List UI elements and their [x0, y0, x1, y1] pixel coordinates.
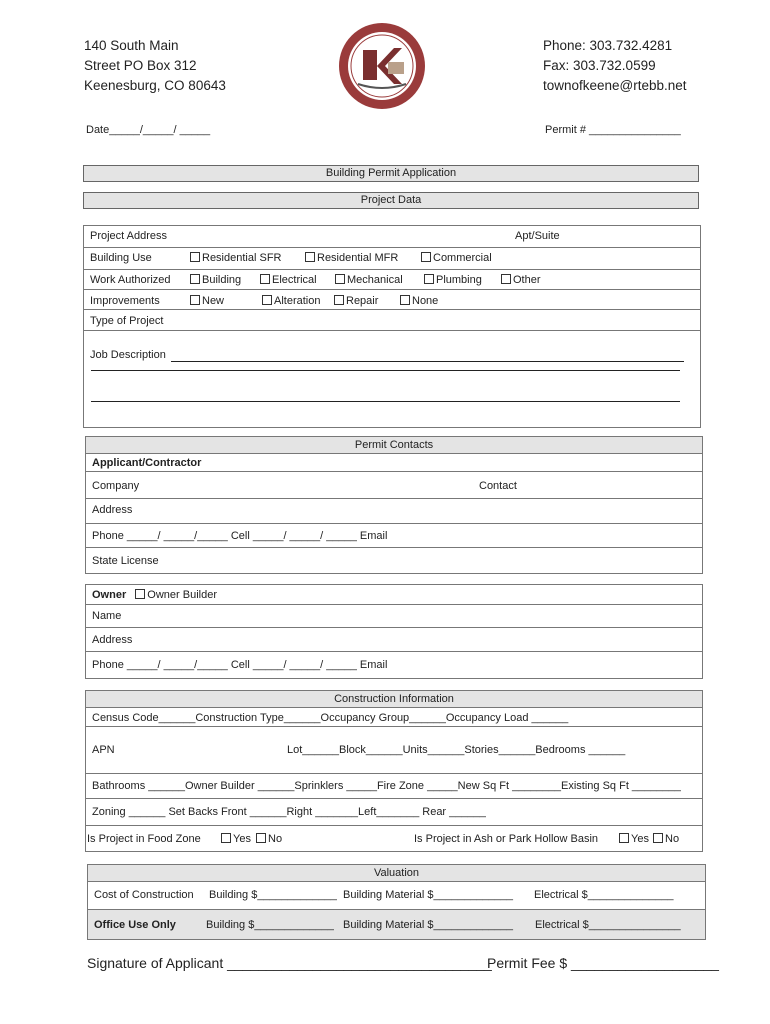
construction-bar: Construction Information	[86, 691, 702, 708]
checkbox-new[interactable]: New	[190, 295, 224, 307]
electrical-value-field[interactable]: Electrical $______________	[534, 889, 674, 901]
town-address	[84, 36, 226, 96]
address-line-3: Keenesburg, CO 80643	[84, 78, 226, 93]
checkbox-ash-basin-no[interactable]: No	[653, 833, 679, 845]
checkbox-icon	[190, 274, 200, 284]
job-description-line-1[interactable]	[171, 361, 684, 362]
checkbox-icon	[135, 589, 145, 599]
office-electrical-field[interactable]: Electrical $_______________	[535, 919, 681, 931]
improvements-label: Improvements	[90, 295, 160, 307]
checkbox-repair[interactable]: Repair	[334, 295, 378, 307]
contact-label[interactable]: Contact	[479, 480, 517, 492]
checkbox-electrical[interactable]: Electrical	[260, 274, 317, 286]
state-license-label[interactable]: State License	[92, 555, 159, 567]
job-description-line-2[interactable]	[91, 370, 680, 371]
fax-number: Fax: 303.732.0599	[543, 58, 656, 73]
address-line-1: 140 South Main	[84, 38, 179, 53]
checkbox-commercial[interactable]: Commercial	[421, 252, 492, 264]
checkbox-food-zone-yes[interactable]: Yes	[221, 833, 251, 845]
office-building-field[interactable]: Building $_____________	[206, 919, 334, 931]
checkbox-icon	[305, 252, 315, 262]
checkbox-icon	[421, 252, 431, 262]
checkbox-alteration[interactable]: Alteration	[262, 295, 320, 307]
town-contact	[543, 36, 687, 96]
type-of-project-label[interactable]: Type of Project	[90, 315, 164, 327]
construction-row-3[interactable]: Bathrooms ______Owner Builder ______Sprinklers _____Fire Zone _____New Sq Ft ________Existing Sq Ft ________	[92, 780, 681, 792]
construction-section	[85, 690, 703, 852]
checkbox-other[interactable]: Other	[501, 274, 541, 286]
applicant-phone-line[interactable]: Phone _____/ _____/_____ Cell _____/ _____/ _____ Email	[92, 530, 388, 542]
construction-row-1[interactable]: Census Code______Construction Type______Occupancy Group______Occupancy Load ______	[92, 712, 569, 724]
company-label[interactable]: Company	[92, 480, 140, 492]
checkbox-mechanical[interactable]: Mechanical	[335, 274, 403, 286]
owner-address-label[interactable]: Address	[92, 634, 133, 646]
title-bar: Building Permit Application	[83, 165, 699, 182]
checkbox-ash-basin-yes[interactable]: Yes	[619, 833, 649, 845]
project-address-label[interactable]: Project Address	[90, 230, 168, 242]
checkbox-none[interactable]: None	[400, 295, 438, 307]
email-address: townofkeene@rtebb.net	[543, 78, 687, 93]
ash-basin-label: Is Project in Ash or Park Hollow Basin	[414, 833, 599, 845]
owner-phone-line[interactable]: Phone _____/ _____/_____ Cell _____/ _____/ _____ Email	[92, 659, 388, 671]
permit-contacts-section	[85, 436, 703, 574]
checkbox-residential-sfr[interactable]: Residential SFR	[190, 252, 281, 264]
checkbox-owner-builder[interactable]: Owner Builder	[135, 589, 217, 601]
applicant-contractor-title: Applicant/Contractor	[92, 457, 202, 469]
checkbox-plumbing[interactable]: Plumbing	[424, 274, 482, 286]
project-data-bar: Project Data	[83, 192, 699, 209]
checkbox-icon	[262, 295, 272, 305]
job-description-line-3[interactable]	[91, 401, 680, 402]
apt-suite-label[interactable]: Apt/Suite	[515, 230, 560, 242]
food-zone-label: Is Project in Food Zone	[87, 833, 201, 845]
checkbox-icon	[619, 833, 629, 843]
construction-row-4[interactable]: Zoning ______ Set Backs Front ______Right _______Left_______ Rear ______	[92, 806, 486, 818]
checkbox-food-zone-no[interactable]: No	[256, 833, 282, 845]
date-field[interactable]: Date_____/_____/ _____	[86, 124, 211, 136]
checkbox-icon	[653, 833, 663, 843]
checkbox-building[interactable]: Building	[190, 274, 241, 286]
address-line-2: Street PO Box 312	[84, 58, 197, 73]
valuation-bar: Valuation	[88, 865, 705, 882]
checkbox-icon	[400, 295, 410, 305]
checkbox-residential-mfr[interactable]: Residential MFR	[305, 252, 398, 264]
checkbox-icon	[335, 274, 345, 284]
work-authorized-label: Work Authorized	[90, 274, 171, 286]
town-seal-logo	[338, 22, 426, 110]
checkbox-icon	[334, 295, 344, 305]
lot-line[interactable]: Lot______Block______Units______Stories______Bedrooms ______	[287, 744, 626, 756]
owner-section	[85, 584, 703, 679]
building-value-field[interactable]: Building $_____________	[209, 889, 337, 901]
checkbox-icon	[260, 274, 270, 284]
checkbox-icon	[190, 252, 200, 262]
office-building-material-field[interactable]: Building Material $_____________	[343, 919, 514, 931]
job-description-label: Job Description	[90, 349, 166, 361]
valuation-section	[87, 864, 706, 940]
permit-fee-line[interactable]: Permit Fee $ ___________________	[487, 955, 719, 971]
project-data-section	[83, 225, 701, 428]
checkbox-icon	[221, 833, 231, 843]
cost-of-construction-label: Cost of Construction	[94, 889, 194, 901]
building-use-label: Building Use	[90, 252, 152, 264]
checkbox-icon	[501, 274, 511, 284]
owner-name-label[interactable]: Name	[92, 610, 122, 622]
signature-line[interactable]: Signature of Applicant __________________________________	[87, 955, 492, 971]
checkbox-icon	[424, 274, 434, 284]
building-material-field[interactable]: Building Material $_____________	[343, 889, 514, 901]
permit-number-field[interactable]: Permit # _______________	[545, 124, 681, 136]
phone-number: Phone: 303.732.4281	[543, 38, 673, 53]
permit-contacts-bar: Permit Contacts	[86, 437, 702, 454]
apn-label[interactable]: APN	[92, 744, 115, 756]
owner-title: Owner	[92, 589, 127, 601]
checkbox-icon	[190, 295, 200, 305]
applicant-address-label[interactable]: Address	[92, 504, 133, 516]
office-use-label: Office Use Only	[94, 919, 176, 931]
checkbox-icon	[256, 833, 266, 843]
